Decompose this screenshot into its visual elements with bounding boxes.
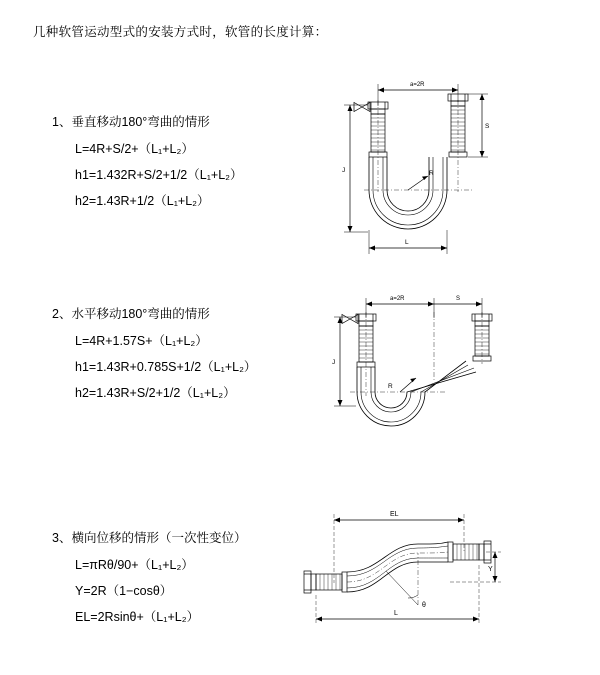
vertical-180-bend-diagram	[316, 72, 506, 267]
section-title: 1、垂直移动180°弯曲的情形	[52, 115, 210, 129]
svg-text:R: R	[429, 170, 434, 177]
section-title: 2、水平移动180°弯曲的情形	[52, 307, 210, 321]
svg-text:a=2R: a=2R	[390, 296, 405, 302]
svg-text:a=2R: a=2R	[410, 82, 425, 88]
svg-text:R: R	[388, 383, 393, 390]
svg-text:J: J	[342, 167, 346, 174]
section-lateral-offset	[52, 528, 246, 633]
section-vertical-180	[52, 112, 243, 217]
formula-line: EL=2Rsinθ+（L₁+L₂）	[75, 610, 200, 624]
formula-line: h2=1.43R+S/2+1/2（L₁+L₂）	[75, 386, 236, 400]
formula-line: L=4R+1.57S+（L₁+L₂）	[75, 334, 208, 348]
formula-line: L=πRθ/90+（L₁+L₂）	[75, 558, 194, 572]
svg-text:S: S	[485, 123, 490, 130]
formula-line: h1=1.43R+0.785S+1/2（L₁+L₂）	[75, 360, 257, 374]
svg-text:θ: θ	[422, 602, 426, 609]
svg-text:Y: Y	[488, 566, 493, 573]
svg-text:J: J	[332, 359, 336, 366]
page-title: 几种软管运动型式的安装方式时，软管的长度计算：	[33, 25, 328, 39]
svg-text:EL: EL	[390, 511, 399, 518]
lateral-offset-diagram	[290, 505, 505, 630]
section-horizontal-180	[52, 304, 256, 409]
formula-line: Y=2R（1−cosθ）	[75, 584, 173, 598]
svg-text:S: S	[456, 296, 461, 302]
formula-line: h1=1.432R+S/2+1/2（L₁+L₂）	[75, 168, 243, 182]
formula-line: L=4R+S/2+（L₁+L₂）	[75, 142, 194, 156]
horizontal-180-bend-diagram	[316, 288, 511, 433]
svg-text:L: L	[405, 239, 409, 246]
svg-text:L: L	[394, 610, 398, 617]
formula-line: h2=1.43R+1/2（L₁+L₂）	[75, 194, 210, 208]
section-title: 3、横向位移的情形（一次性变位）	[52, 531, 247, 545]
